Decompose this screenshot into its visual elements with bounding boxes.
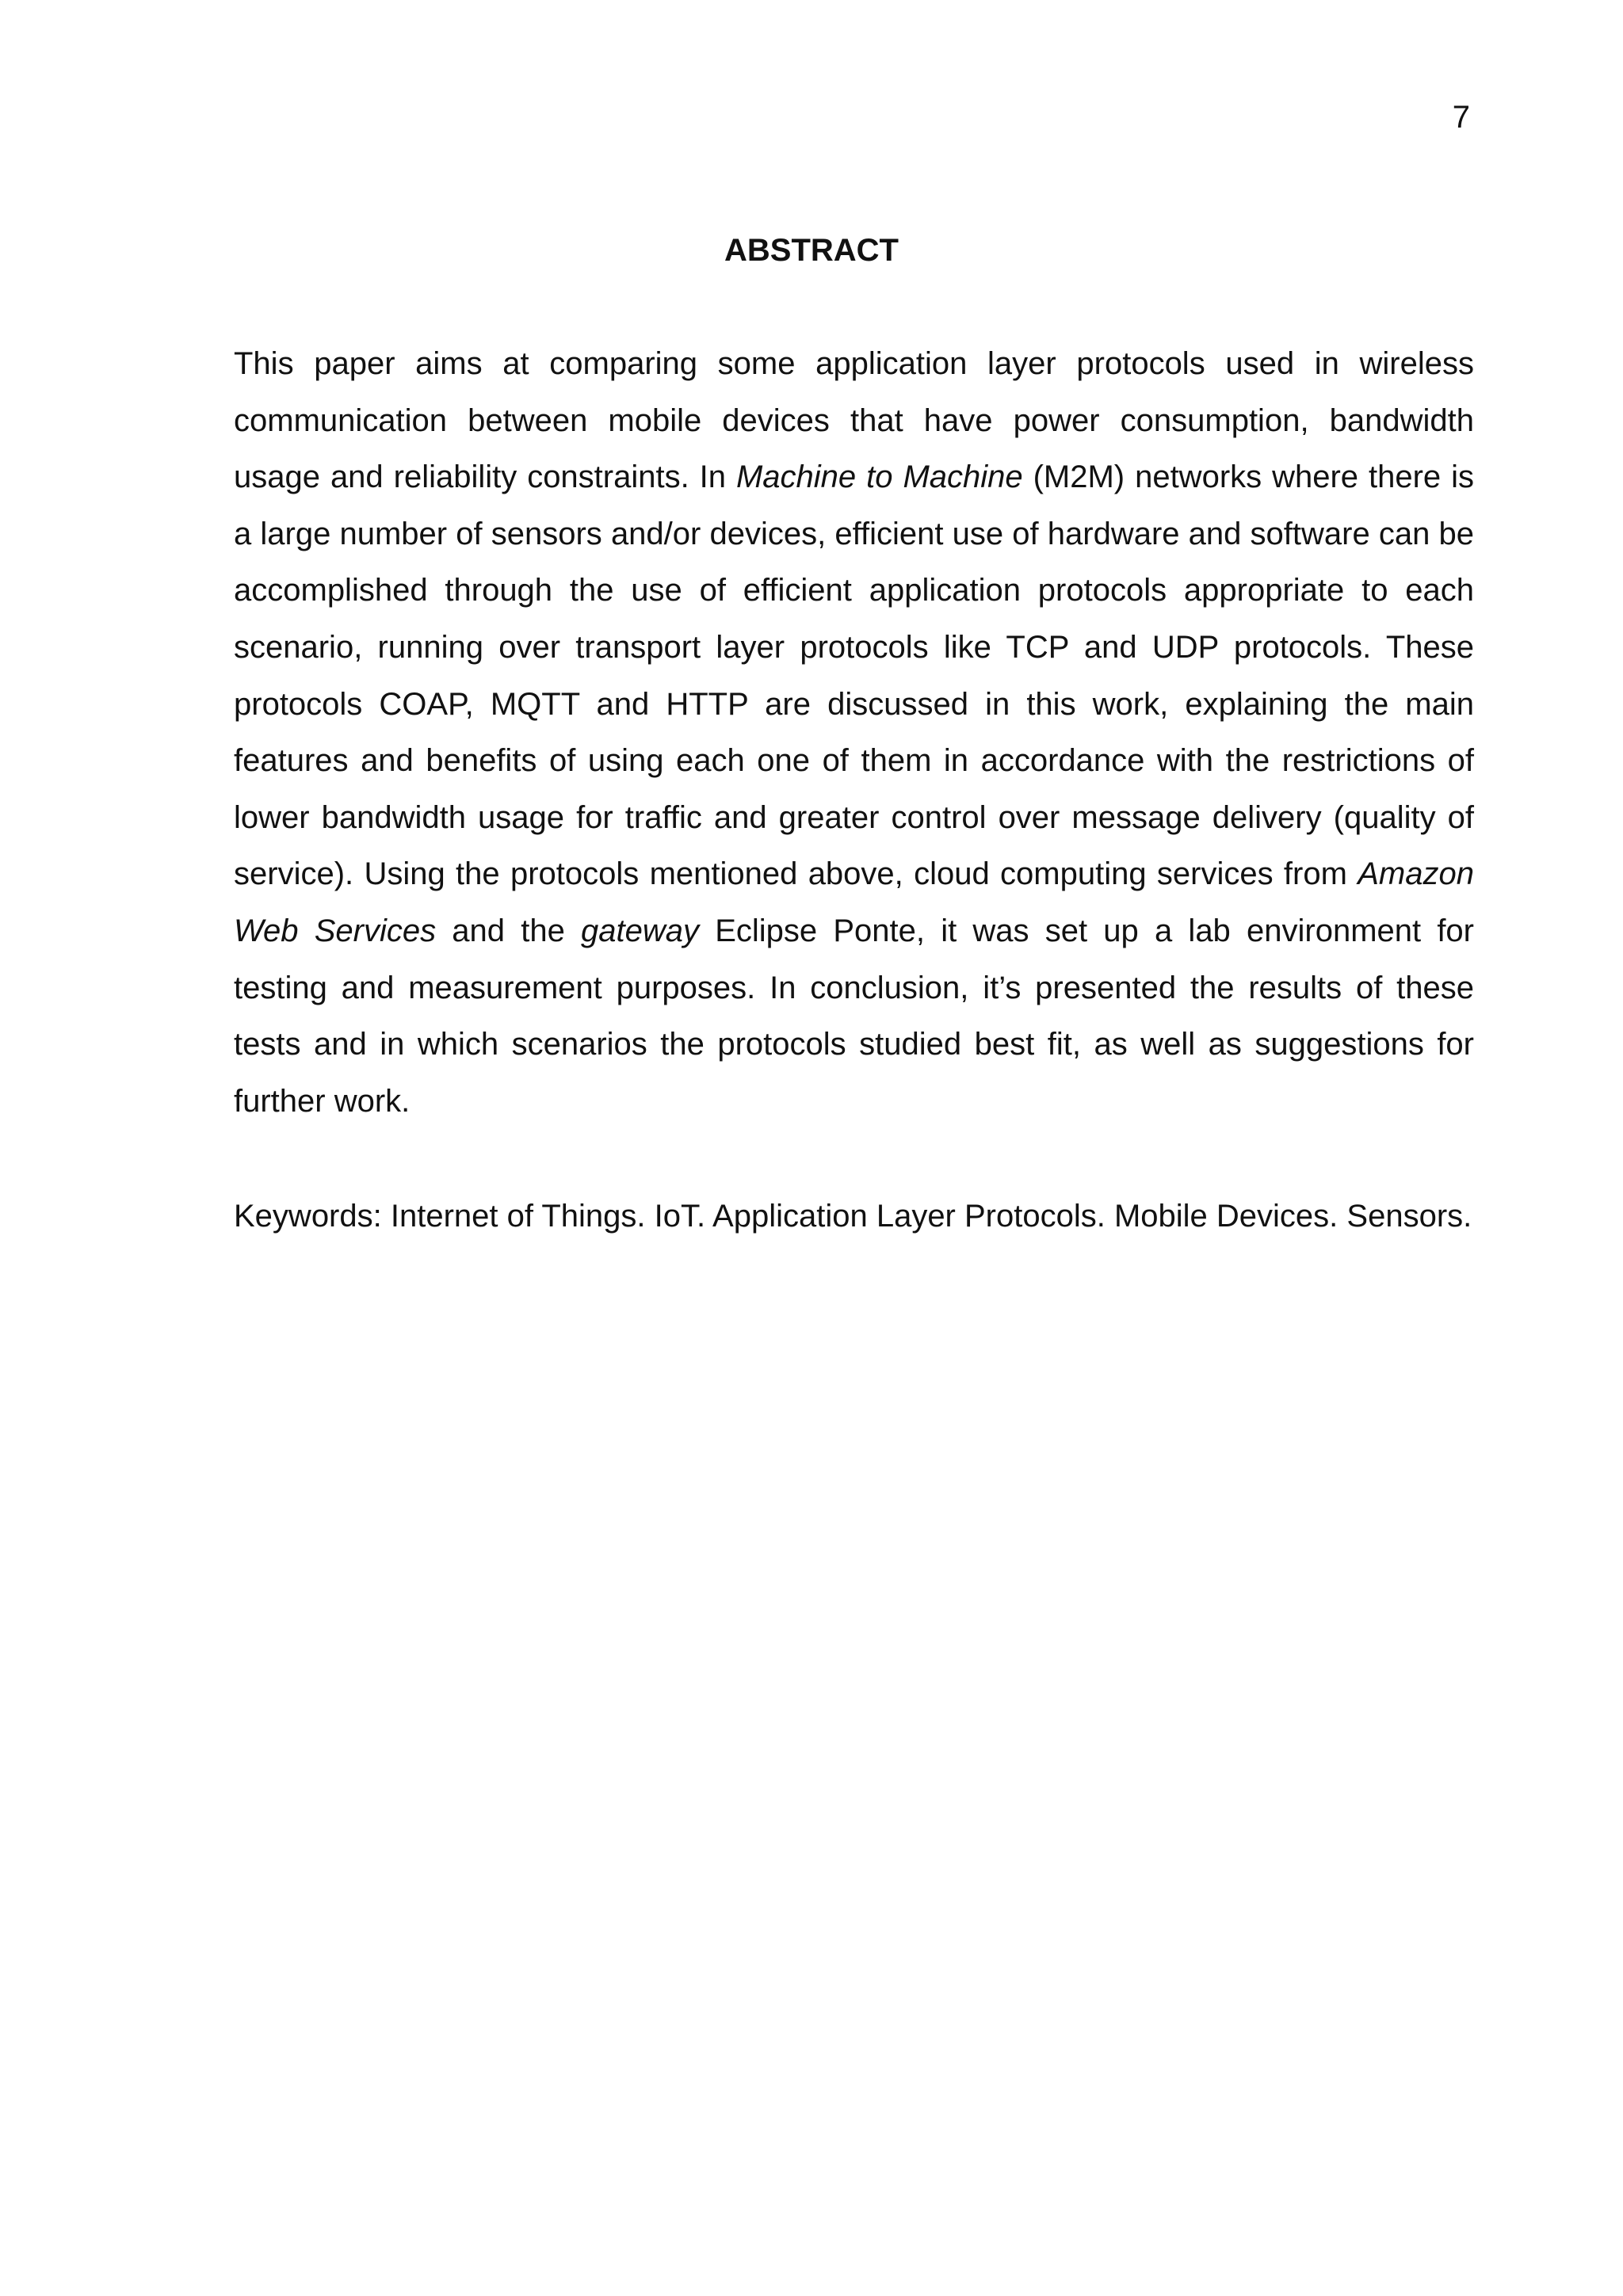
abstract-italic-amazon-web-services: Amazon Web Services <box>234 856 1474 948</box>
keywords-paragraph: Keywords: Internet of Things. IoT. Application Layer Protocols. Mobile Devices. Sensors. <box>234 1199 1472 1234</box>
abstract-italic-gateway: gateway <box>581 913 700 948</box>
abstract-text-part-3: and the <box>436 913 582 948</box>
page-number: 7 <box>1452 100 1470 135</box>
abstract-text-part-2: (M2M) networks where there is a large number of sensors and/or devices, efficient use of hardware and software can be accomplished through the use of efficient application protocols appropriate to each scenario, running over transport layer protocols like TCP and UDP protocols. These protocols COAP, MQTT and HTTP are discussed in this work, explaining the main features and benefits of using each one of them in accordance with the restrictions of lower bandwidth usage for traffic and greater control over message delivery (quality of service). Using the protocols mentioned above, cloud computing services from <box>234 460 1474 892</box>
abstract-text-part-4: Eclipse Ponte, it was set up a lab environment for testing and measurement purposes. In conclusion, it’s presented the results of these tests and in which scenarios the protocols studied best fit, as well as suggestions for further work. <box>234 913 1474 1119</box>
abstract-text-part-1: This paper aims at comparing some application layer protocols used in wireless communication between mobile devices that have power consumption, bandwidth usage and reliability constraints. In <box>234 346 1474 495</box>
abstract-italic-machine-to-machine: Machine to Machine <box>735 460 1023 495</box>
abstract-paragraph <box>234 336 1474 1130</box>
abstract-title: ABSTRACT <box>724 233 899 268</box>
